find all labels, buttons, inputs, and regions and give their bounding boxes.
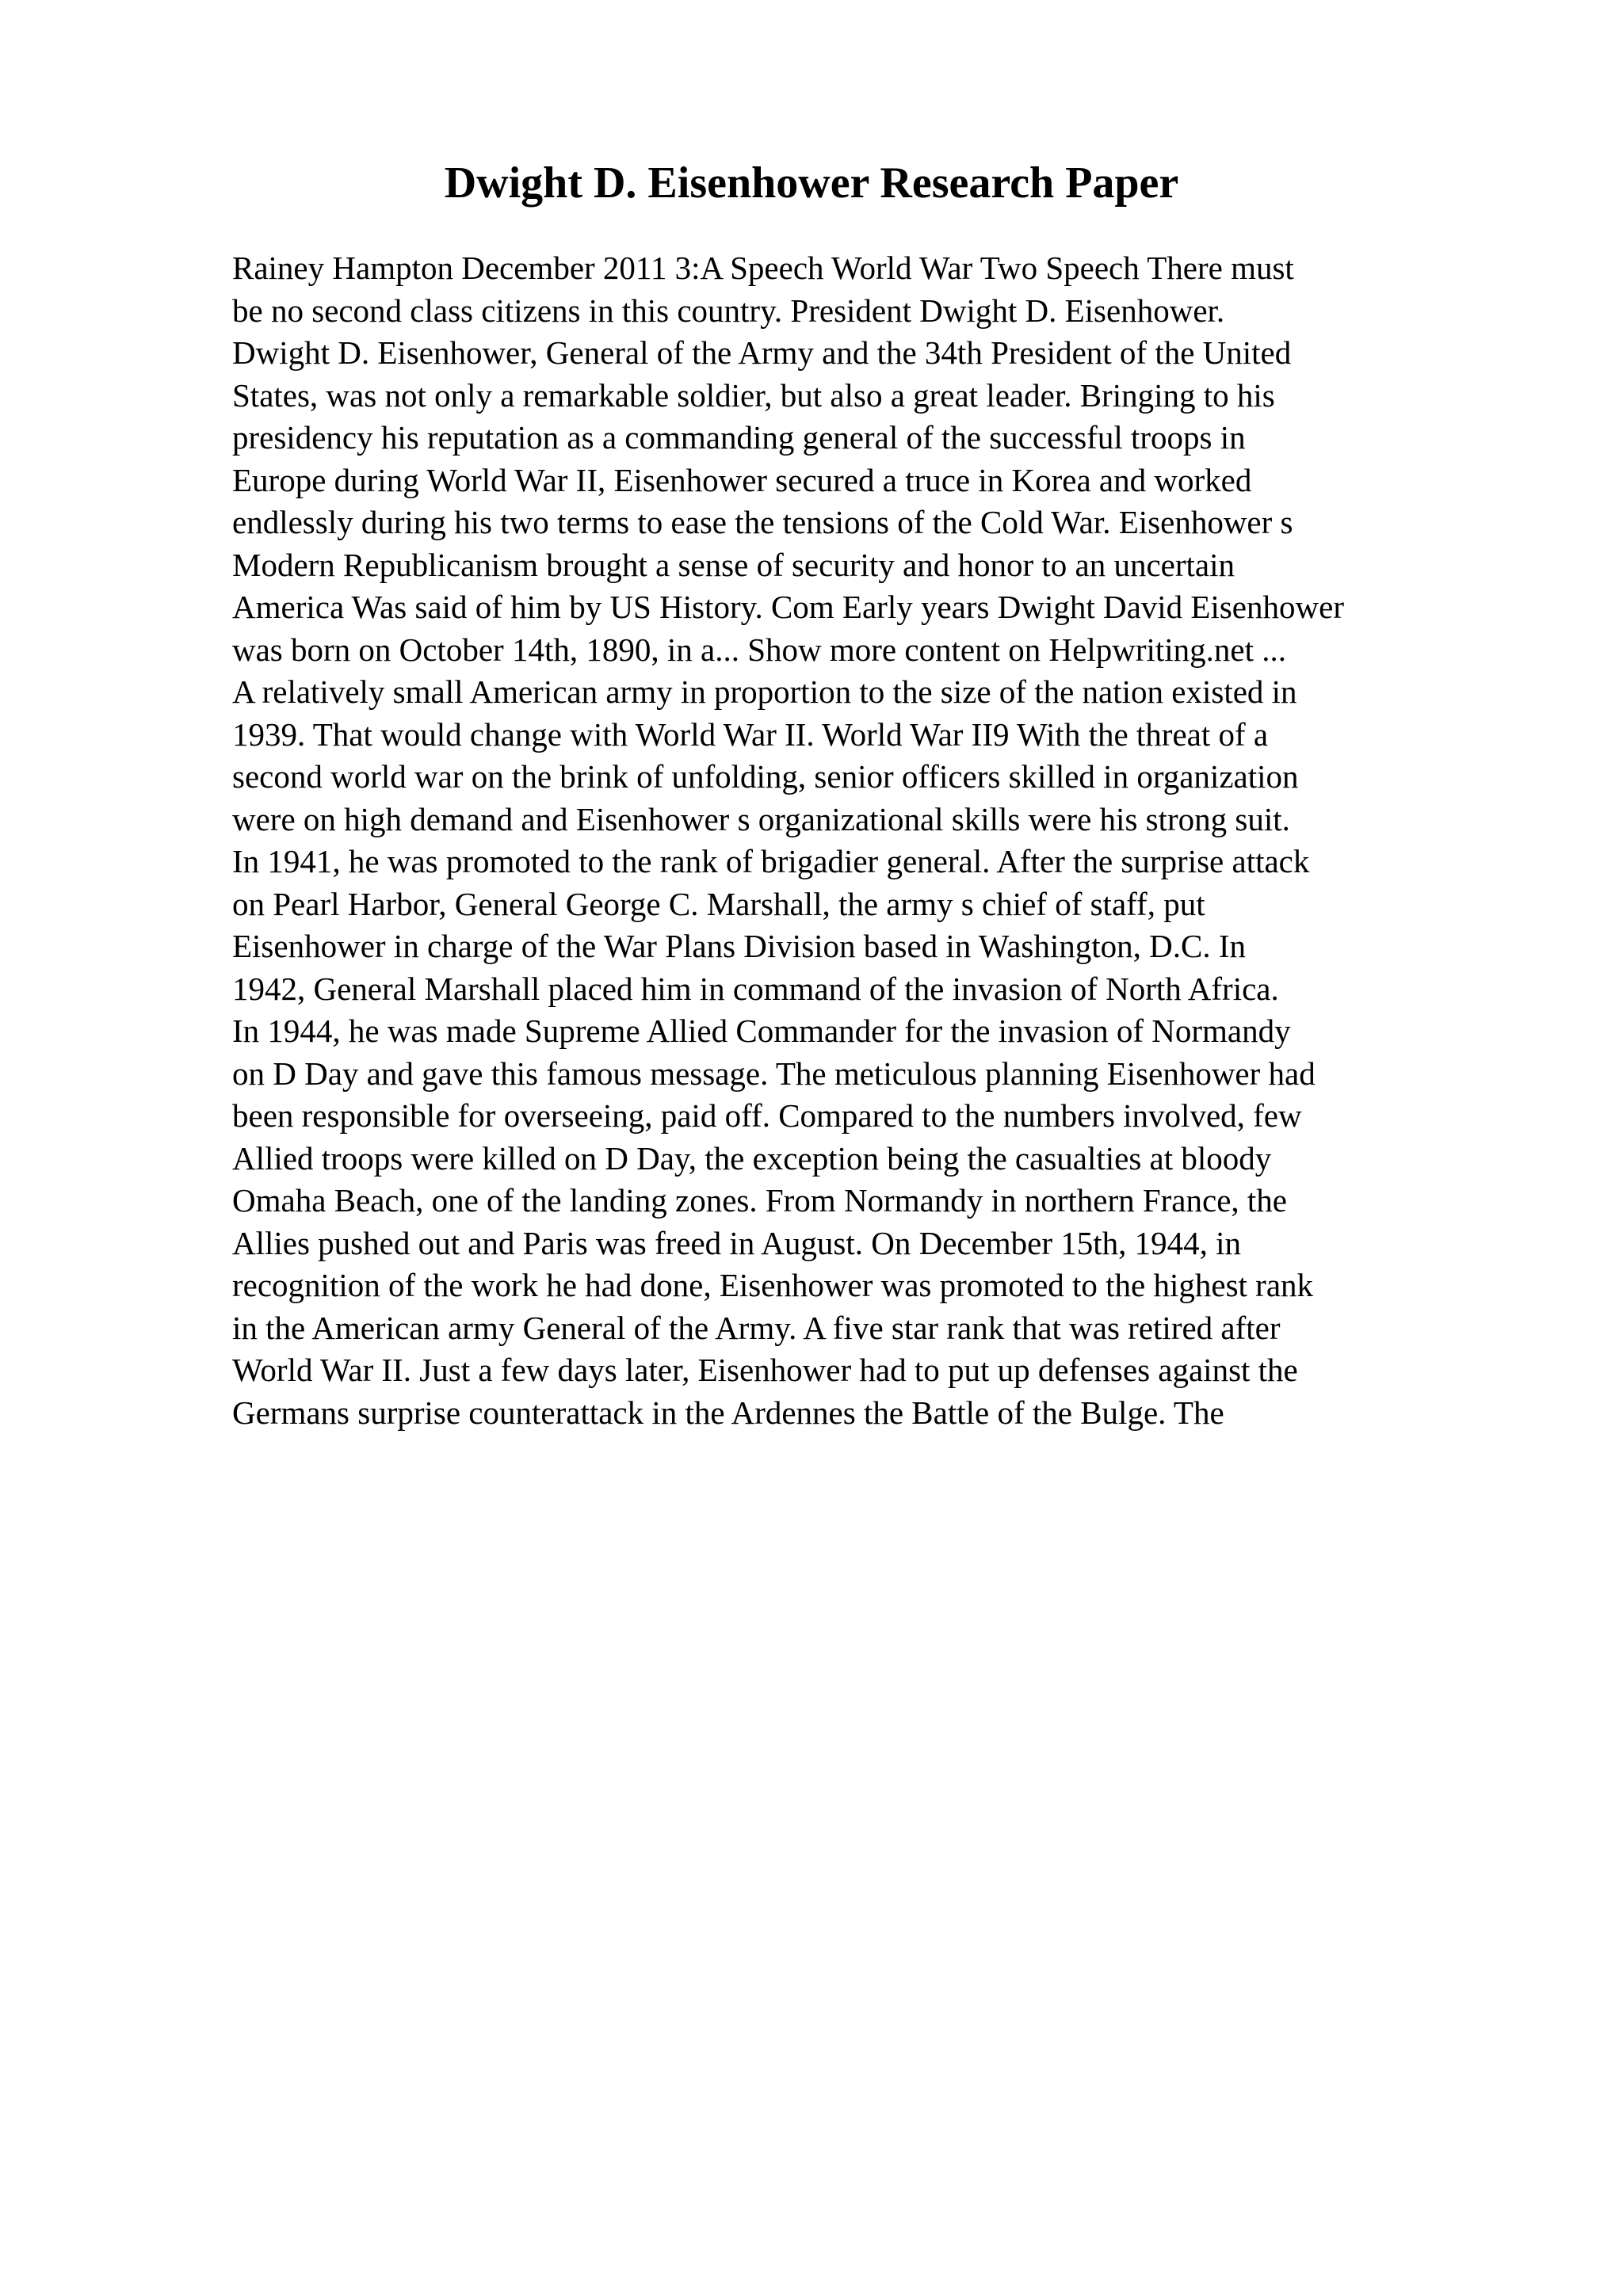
paragraph-line: Europe during World War II, Eisenhower secured a truce in Korea and worked xyxy=(232,461,1252,498)
paragraph-line: was born on October 14th, 1890, in a... Show more content on Helpwriting.net ... xyxy=(232,631,1286,668)
document-title: Dwight D. Eisenhower Research Paper xyxy=(444,158,1179,208)
paragraph-line: on D Day and gave this famous message. The meticulous planning Eisenhower had xyxy=(232,1055,1316,1092)
paragraph-line: Dwight D. Eisenhower, General of the Army and the 34th President of the United xyxy=(232,334,1292,371)
paragraph-line: Modern Republicanism brought a sense of security and honor to an uncertain xyxy=(232,546,1235,583)
paragraph-line: America Was said of him by US History. Com Early years Dwight David Eisenhower xyxy=(232,589,1344,625)
paragraph-line: on Pearl Harbor, General George C. Marshall, the army s chief of staff, put xyxy=(232,885,1205,922)
paragraph-line: 1942, General Marshall placed him in command of the invasion of North Africa. xyxy=(232,970,1279,1007)
paragraph-line: in the American army General of the Army. A five star rank that was retired after xyxy=(232,1309,1281,1346)
paragraph-line: A relatively small American army in proportion to the size of the nation existed in xyxy=(232,673,1297,710)
paragraph-line: endlessly during his two terms to ease the tensions of the Cold War. Eisenhower s xyxy=(232,504,1293,540)
paragraph-line: second world war on the brink of unfolding, senior officers skilled in organization xyxy=(232,758,1299,795)
paragraph-line: Omaha Beach, one of the landing zones. From Normandy in northern France, the xyxy=(232,1182,1287,1219)
paragraph-line: recognition of the work he had done, Eisenhower was promoted to the highest rank xyxy=(232,1267,1314,1303)
paragraph-line: World War II. Just a few days later, Eisenhower had to put up defenses against the xyxy=(232,1352,1298,1388)
paragraph-line: States, was not only a remarkable soldier, but also a great leader. Bringing to his xyxy=(232,376,1275,414)
paragraph-line: In 1944, he was made Supreme Allied Commander for the invasion of Normandy xyxy=(232,1013,1291,1049)
paragraph-line: Allied troops were killed on D Day, the exception being the casualties at bloody xyxy=(232,1139,1272,1177)
paragraph-line: 1939. That would change with World War II. World War II9 With the threat of a xyxy=(232,715,1269,753)
paragraph-line: were on high demand and Eisenhower s organizational skills were his strong suit. xyxy=(232,800,1290,837)
paragraph-line: In 1941, he was promoted to the rank of brigadier general. After the surprise attack xyxy=(232,843,1310,879)
document-body xyxy=(232,247,1595,1434)
paragraph-line: Germans surprise counterattack in the Ardennes the Battle of the Bulge. The xyxy=(232,1394,1224,1431)
paragraph-line: been responsible for overseeing, paid off. Compared to the numbers involved, few xyxy=(232,1097,1302,1134)
paragraph-line: Eisenhower in charge of the War Plans Division based in Washington, D.C. In xyxy=(232,928,1247,964)
paragraph-line: be no second class citizens in this country. President Dwight D. Eisenhower. xyxy=(232,292,1225,329)
paragraph-line: presidency his reputation as a commanding general of the successful troops in xyxy=(232,419,1246,456)
paragraph-line: Allies pushed out and Paris was freed in August. On December 15th, 1944, in xyxy=(232,1224,1242,1261)
paragraph-line: Rainey Hampton December 2011 3:A Speech World War Two Speech There must xyxy=(232,250,1294,286)
